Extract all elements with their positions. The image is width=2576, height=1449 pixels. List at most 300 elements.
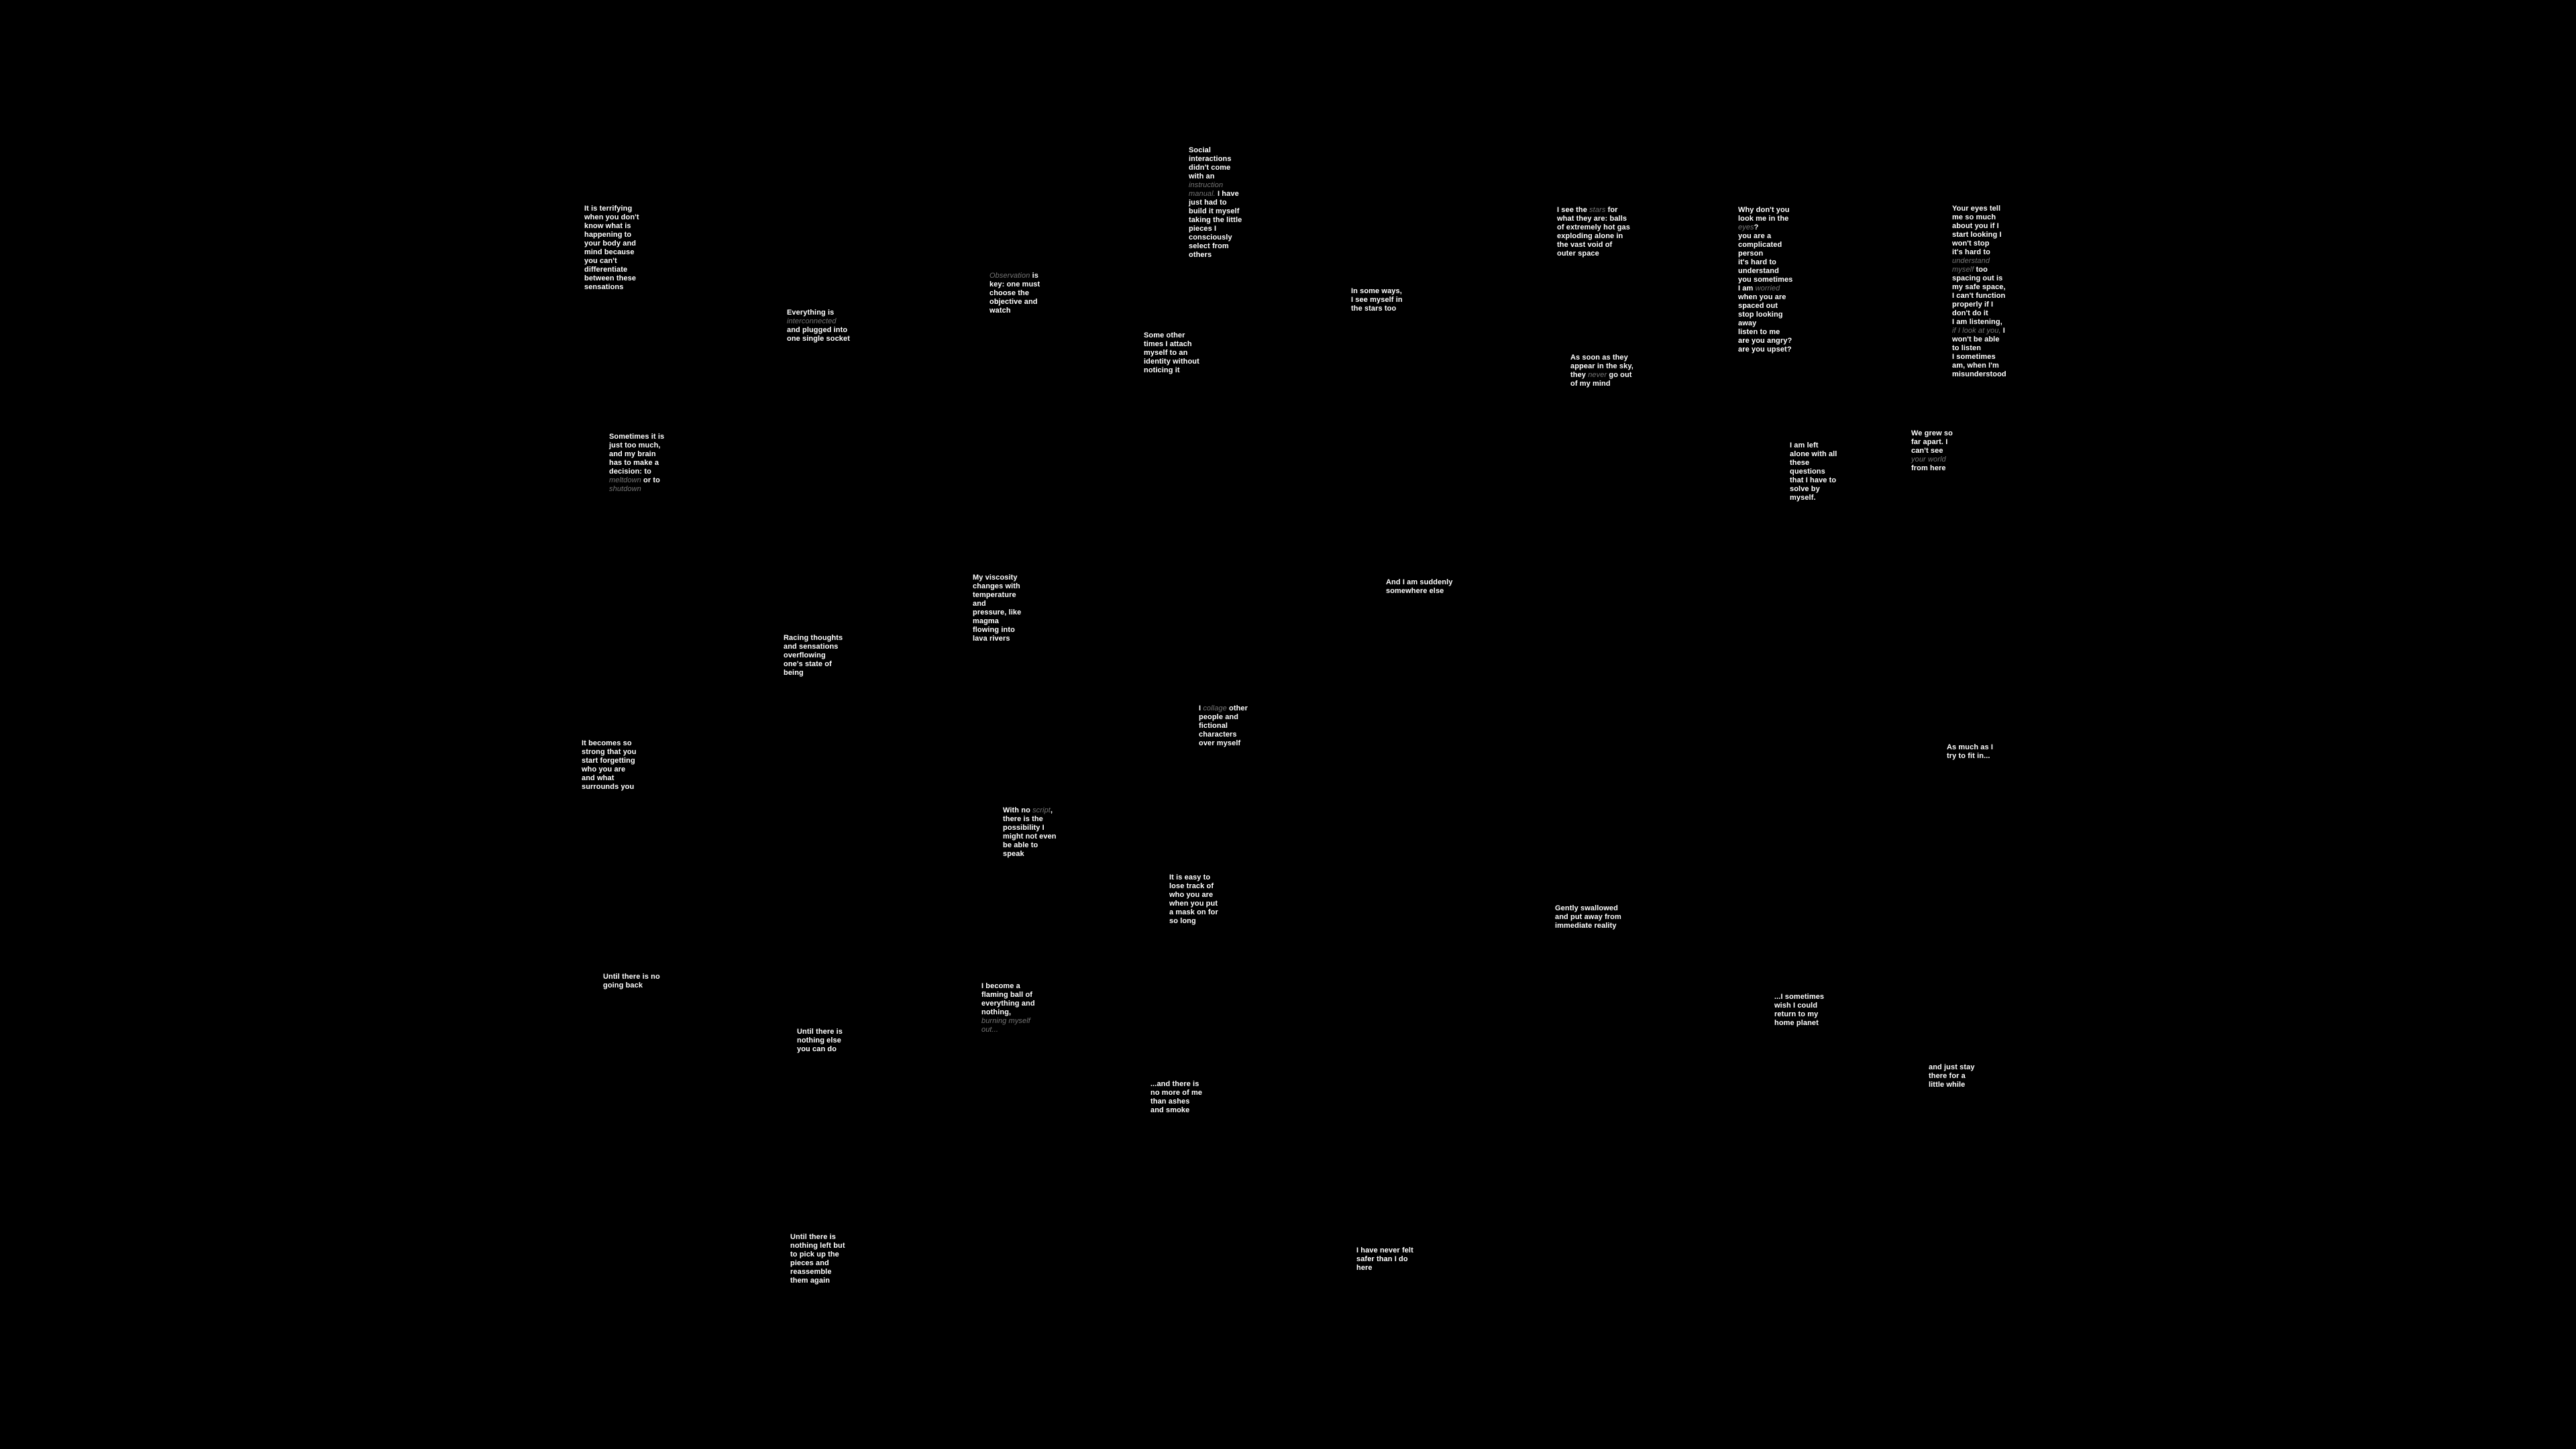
fragment-text: I am left: [1790, 441, 1819, 449]
fragment-line: [584, 222, 639, 231]
fragment-line: [584, 205, 639, 213]
text-fragment-with-no-script: [1003, 806, 1057, 859]
fragment-line: [609, 485, 664, 494]
fragment-line: [1144, 349, 1199, 358]
fragment-line: [797, 1045, 843, 1054]
dim-keyword: script: [1032, 806, 1051, 814]
fragment-text: I am: [1738, 284, 1756, 292]
fragment-text: won't stop: [1952, 239, 1990, 248]
fragment-text: select from: [1189, 242, 1229, 250]
fragment-text: from here: [1911, 464, 1946, 472]
fragment-text: Until there is no: [603, 973, 660, 981]
fragment-text: identity without: [1144, 358, 1199, 366]
fragment-line: [1169, 882, 1218, 891]
fragment-line: [1003, 806, 1057, 815]
fragment-line: [973, 591, 1021, 600]
fragment-text: strong that you: [582, 748, 637, 756]
fragment-line: [1189, 155, 1242, 164]
text-fragment-in-some-ways: [1351, 287, 1403, 313]
fragment-text: to pick up the: [790, 1250, 839, 1258]
fragment-line: [1947, 743, 1993, 752]
fragment-line: [1929, 1081, 1975, 1089]
fragment-text: know what is: [584, 222, 631, 230]
text-fragment-i-am-left-alone: [1790, 441, 1837, 502]
fragment-text: surrounds you: [582, 783, 635, 791]
fragment-text: what they are: balls: [1557, 215, 1627, 223]
fragment-line: [1351, 287, 1403, 296]
fragment-text: fictional: [1199, 722, 1228, 730]
fragment-text: pressure, like: [973, 608, 1022, 616]
fragment-line: [1738, 328, 1792, 337]
fragment-text: possibility I: [1003, 824, 1044, 832]
fragment-line: [1003, 824, 1057, 833]
fragment-line: [973, 635, 1021, 643]
fragment-text: away: [1738, 319, 1757, 327]
fragment-line: [1952, 239, 2006, 248]
fragment-line: [1356, 1246, 1413, 1255]
fragment-text: ,: [1050, 806, 1053, 814]
fragment-line: [609, 468, 664, 476]
fragment-line: [1952, 248, 2006, 257]
fragment-text: it's hard to: [1738, 258, 1776, 266]
fragment-text: far apart. I: [1911, 438, 1948, 446]
fragment-text: myself to an: [1144, 349, 1188, 357]
fragment-line: [973, 626, 1021, 635]
fragment-line: [1911, 455, 1953, 464]
fragment-line: [1929, 1063, 1975, 1072]
fragment-text: I can't function: [1952, 292, 2006, 300]
fragment-line: [582, 765, 637, 774]
fragment-line: [1952, 353, 2006, 362]
text-fragment-why-dont-you-look: [1738, 206, 1792, 354]
fragment-text: I see the: [1557, 206, 1590, 214]
fragment-line: [1199, 739, 1248, 748]
fragment-text: start forgetting: [582, 757, 635, 765]
fragment-text: and put away from: [1555, 913, 1621, 921]
fragment-line: [1738, 337, 1792, 345]
fragment-line: [1952, 283, 2006, 292]
fragment-text: taking the little: [1189, 216, 1242, 224]
fragment-line: [1557, 206, 1630, 215]
fragment-text: you can do: [797, 1045, 837, 1053]
fragment-text: I have never felt: [1356, 1246, 1413, 1254]
text-fragment-my-viscosity: [973, 574, 1021, 643]
fragment-line: [1199, 713, 1248, 722]
fragment-line: [1199, 722, 1248, 731]
fragment-line: [790, 1250, 845, 1259]
fragment-text: when you don't: [584, 213, 639, 221]
dim-keyword: never: [1588, 371, 1607, 379]
fragment-line: [790, 1242, 845, 1250]
fragment-line: [1557, 232, 1630, 241]
fragment-text: Some other: [1144, 331, 1185, 339]
fragment-text: It is easy to: [1169, 873, 1211, 881]
fragment-line: [1952, 222, 2006, 231]
fragment-line: [1952, 318, 2006, 327]
fragment-line: [1911, 464, 1953, 473]
fragment-line: [1144, 340, 1199, 349]
fragment-line: [1738, 232, 1792, 241]
fragment-text: might not even: [1003, 833, 1057, 841]
fragment-line: [1738, 284, 1792, 293]
fragment-text: no more of me: [1150, 1089, 1203, 1097]
fragment-text: I: [1199, 704, 1203, 712]
fragment-line: [981, 982, 1035, 991]
fragment-text: stop looking: [1738, 311, 1783, 319]
text-fragment-social-interactions: [1189, 146, 1242, 260]
fragment-text: ...and there is: [1150, 1080, 1199, 1088]
fragment-line: [1189, 190, 1242, 199]
text-fragment-i-become-a-flaming-ball: [981, 982, 1035, 1034]
fragment-text: being: [784, 669, 804, 677]
dim-keyword: Observation: [989, 272, 1030, 280]
fragment-text: lava rivers: [973, 635, 1010, 643]
text-fragment-until-nothing-else: [797, 1028, 843, 1054]
fragment-text: and my brain: [609, 450, 656, 458]
fragment-text: I see myself in: [1351, 296, 1403, 304]
fragment-line: [1169, 917, 1218, 926]
fragment-text: be able to: [1003, 841, 1038, 849]
fragment-text: And I am suddenly: [1386, 578, 1453, 586]
fragment-text: nothing,: [981, 1008, 1012, 1016]
fragment-text: is: [1030, 272, 1038, 280]
fragment-line: [784, 669, 843, 678]
fragment-text: or to: [641, 476, 660, 484]
fragment-line: [797, 1028, 843, 1036]
fragment-line: [989, 298, 1040, 307]
text-fragment-i-have-never-felt-safer: [1356, 1246, 1413, 1273]
fragment-line: [1189, 199, 1242, 207]
fragment-text: overflowing: [784, 651, 826, 659]
fragment-text: magma: [973, 617, 1000, 625]
fragment-line: [603, 973, 660, 981]
fragment-line: [609, 476, 664, 485]
fragment-text: In some ways,: [1351, 287, 1402, 295]
fragment-text: there for a: [1929, 1072, 1966, 1080]
dim-keyword: stars: [1589, 206, 1606, 214]
fragment-line: [1952, 274, 2006, 283]
fragment-text: between these: [584, 274, 637, 282]
fragment-line: [1790, 468, 1837, 476]
fragment-text: Your eyes tell: [1952, 205, 2001, 213]
fragment-text: to listen: [1952, 344, 1982, 352]
fragment-text: key: one must: [989, 280, 1040, 288]
text-fragment-it-is-terrifying: [584, 205, 639, 292]
fragment-text: and what: [582, 774, 614, 782]
text-fragment-i-see-the-stars: [1557, 206, 1630, 258]
fragment-text: Why don't you: [1738, 206, 1790, 214]
fragment-line: [790, 1259, 845, 1268]
fragment-line: [973, 617, 1021, 626]
fragment-line: [1952, 335, 2006, 344]
fragment-line: [1738, 258, 1792, 267]
fragment-text: about you if I: [1952, 222, 1999, 230]
fragment-text: start looking I: [1952, 231, 2002, 239]
fragment-line: [1790, 459, 1837, 468]
fragment-line: [1790, 494, 1837, 502]
fragment-text: immediate reality: [1555, 922, 1617, 930]
fragment-line: [1790, 485, 1837, 494]
fragment-text: there is the: [1003, 815, 1043, 823]
fragment-text: won't be able: [1952, 335, 2000, 343]
fragment-text: just had to: [1189, 199, 1227, 207]
fragment-line: [582, 739, 637, 748]
fragment-text: objective and: [989, 298, 1038, 306]
fragment-text: consciously: [1189, 233, 1232, 241]
fragment-line: [981, 1026, 1035, 1034]
fragment-line: [1189, 164, 1242, 172]
fragment-line: [1774, 1002, 1824, 1010]
dim-keyword: interconnected: [787, 317, 837, 325]
fragment-text: pieces I: [1189, 225, 1217, 233]
fragment-line: [1738, 206, 1792, 215]
fragment-line: [1911, 447, 1953, 455]
fragment-text: person: [1738, 250, 1764, 258]
fragment-line: [1774, 1010, 1824, 1019]
fragment-text: others: [1189, 251, 1212, 259]
fragment-text: alone with all: [1790, 450, 1837, 458]
fragment-line: [603, 981, 660, 990]
fragment-text: who you are: [582, 765, 626, 773]
fragment-line: [784, 660, 843, 669]
fragment-text: am, when I'm: [1952, 362, 1999, 370]
fragment-text: choose the: [989, 289, 1030, 297]
fragment-text: Racing thoughts: [784, 634, 843, 642]
fragment-text: home planet: [1774, 1019, 1819, 1027]
fragment-text: It is terrifying: [584, 205, 633, 213]
fragment-line: [1738, 241, 1792, 250]
fragment-text: it's hard to: [1952, 248, 1990, 256]
fragment-text: are you angry?: [1738, 337, 1792, 345]
fragment-line: [1952, 370, 2006, 379]
fragment-text: the stars too: [1351, 305, 1397, 313]
fragment-line: [1150, 1097, 1202, 1106]
fragment-text: I am listening,: [1952, 318, 2002, 326]
fragment-text: that I have to: [1790, 476, 1837, 484]
fragment-line: [1555, 913, 1621, 922]
fragment-text: It becomes so: [582, 739, 632, 747]
fragment-line: [1386, 578, 1453, 587]
dim-keyword: shutdown: [609, 485, 641, 493]
fragment-line: [1003, 841, 1057, 850]
fragment-line: [1774, 993, 1824, 1002]
fragment-line: [1150, 1106, 1202, 1115]
fragment-text: when you put: [1169, 900, 1218, 908]
fragment-line: [1790, 476, 1837, 485]
fragment-text: return to my: [1774, 1010, 1819, 1018]
fragment-text: I become a: [981, 982, 1020, 990]
text-fragment-i-collage-other: [1199, 704, 1248, 748]
fragment-line: [1952, 213, 2006, 222]
fragment-text: one's state of: [784, 660, 832, 668]
fragment-line: [1738, 223, 1792, 232]
fragment-text: reassemble: [790, 1268, 832, 1276]
fragment-line: [1738, 319, 1792, 328]
fragment-text: myself.: [1790, 494, 1816, 502]
fragment-line: [609, 459, 664, 468]
fragment-line: [1169, 908, 1218, 917]
fragment-text: can't see: [1911, 447, 1943, 455]
fragment-line: [582, 774, 637, 783]
fragment-line: [1189, 242, 1242, 251]
fragment-line: [787, 335, 850, 343]
fragment-text: are you upset?: [1738, 345, 1792, 354]
fragment-line: [1952, 301, 2006, 309]
fragment-text: my safe space,: [1952, 283, 2006, 291]
fragment-text: decision: to: [609, 468, 651, 476]
fragment-text: Until there is: [797, 1028, 843, 1036]
fragment-line: [1738, 250, 1792, 258]
fragment-text: speak: [1003, 850, 1024, 858]
fragment-text: and just stay: [1929, 1063, 1975, 1071]
text-fragment-and-i-am-suddenly: [1386, 578, 1453, 596]
fragment-text: look me in the: [1738, 215, 1789, 223]
fragment-line: [1557, 223, 1630, 232]
fragment-text: somewhere else: [1386, 587, 1444, 595]
fragment-text: you can't: [584, 257, 617, 265]
fragment-line: [1150, 1080, 1202, 1089]
fragment-text: here: [1356, 1264, 1373, 1272]
fragment-text: for: [1605, 206, 1618, 214]
fragment-text: who you are: [1169, 891, 1214, 899]
fragment-line: [1003, 815, 1057, 824]
fragment-line: [790, 1277, 845, 1285]
fragment-line: [582, 757, 637, 765]
fragment-text: they: [1570, 371, 1589, 379]
fragment-line: [1356, 1264, 1413, 1273]
fragment-line: [989, 272, 1040, 280]
fragment-text: solve by: [1790, 485, 1820, 493]
fragment-text: understand: [1738, 267, 1779, 275]
fragment-text: spacing out is: [1952, 274, 2003, 282]
fragment-text: changes with: [973, 582, 1020, 590]
dim-keyword: myself: [1952, 266, 1974, 274]
fragment-line: [1738, 345, 1792, 354]
fragment-text: didn't come: [1189, 164, 1231, 172]
dim-keyword: your world: [1911, 455, 1946, 464]
fragment-line: [582, 748, 637, 757]
dim-keyword: instruction: [1189, 181, 1224, 189]
fragment-text: nothing left but: [790, 1242, 845, 1250]
fragment-text: me so much: [1952, 213, 1996, 221]
fragment-line: [989, 307, 1040, 315]
fragment-text: so long: [1169, 917, 1196, 925]
fragment-text: I sometimes: [1952, 353, 1996, 361]
fragment-text: exploding alone in: [1557, 232, 1623, 240]
fragment-text: With no: [1003, 806, 1033, 814]
fragment-text: build it myself: [1189, 207, 1240, 215]
fragment-text: times I attach: [1144, 340, 1192, 348]
fragment-line: [584, 274, 639, 283]
fragment-line: [1738, 311, 1792, 319]
fragment-line: [1929, 1072, 1975, 1081]
text-fragment-until-no-going-back: [603, 973, 660, 990]
fragment-line: [784, 643, 843, 651]
fragment-text: just too much,: [609, 441, 661, 449]
fragment-text: Everything is: [787, 309, 835, 317]
fragment-line: [1169, 891, 1218, 900]
text-fragment-your-eyes-tell: [1952, 205, 2006, 379]
fragment-line: [1570, 380, 1633, 388]
dim-keyword: understand: [1952, 257, 1990, 265]
fragment-line: [1555, 922, 1621, 930]
dim-keyword: eyes: [1738, 223, 1754, 231]
fragment-line: [1952, 205, 2006, 213]
fragment-line: [1189, 233, 1242, 242]
fragment-text: you are a: [1738, 232, 1772, 240]
fragment-line: [973, 582, 1021, 591]
fragment-text: We grew so: [1911, 429, 1953, 437]
fragment-line: [1952, 344, 2006, 353]
fragment-text: flowing into: [973, 626, 1015, 634]
fragment-line: [1169, 900, 1218, 908]
fragment-text: As much as I: [1947, 743, 1994, 751]
fragment-text: and: [973, 600, 986, 608]
fragment-line: [1790, 441, 1837, 450]
fragment-line: [584, 266, 639, 274]
text-fragment-as-soon-as-they: [1570, 354, 1633, 388]
fragment-line: [1952, 292, 2006, 301]
fragment-line: [1144, 358, 1199, 366]
fragment-line: [1189, 207, 1242, 216]
fragment-text: you sometimes: [1738, 276, 1793, 284]
text-fragment-racing-thoughts: [784, 634, 843, 678]
fragment-line: [981, 1008, 1035, 1017]
fragment-line: [981, 1017, 1035, 1026]
fragment-line: [1557, 215, 1630, 223]
fragment-line: [790, 1233, 845, 1242]
fragment-text: the vast void of: [1557, 241, 1613, 249]
fragment-line: [1570, 371, 1633, 380]
fragment-line: [609, 450, 664, 459]
fragment-text: lose track of: [1169, 882, 1214, 890]
fragment-text: over myself: [1199, 739, 1241, 747]
fragment-line: [1570, 354, 1633, 362]
fragment-line: [1386, 587, 1453, 596]
fragment-text: mind because: [584, 248, 635, 256]
fragment-line: [1952, 231, 2006, 239]
fragment-line: [1169, 873, 1218, 882]
fragment-text: Sometimes it is: [609, 433, 665, 441]
fragment-line: [1351, 305, 1403, 313]
fragment-text: nothing else: [797, 1036, 841, 1044]
fragment-line: [1003, 833, 1057, 841]
text-fragment-observation-is-key: [989, 272, 1040, 315]
fragment-text: of my mind: [1570, 380, 1611, 388]
fragment-line: [609, 433, 664, 441]
fragment-line: [1790, 450, 1837, 459]
fragment-line: [1356, 1255, 1413, 1264]
fragment-text: everything and: [981, 1000, 1035, 1008]
fragment-line: [1952, 309, 2006, 318]
fragment-line: [584, 239, 639, 248]
text-fragment-i-sometimes-wish: [1774, 993, 1824, 1028]
fragment-line: [981, 1000, 1035, 1008]
fragment-text: ...I sometimes: [1774, 993, 1825, 1001]
fragment-line: [1911, 438, 1953, 447]
text-fragment-everything-is-interconnected: [787, 309, 850, 343]
fragment-line: [973, 608, 1021, 617]
fragment-text: of extremely hot gas: [1557, 223, 1630, 231]
fragment-text: Gently swallowed: [1555, 904, 1618, 912]
fragment-line: [797, 1036, 843, 1045]
fragment-line: [584, 257, 639, 266]
dim-keyword: meltdown: [609, 476, 641, 484]
text-fragment-it-becomes-so-strong: [582, 739, 637, 792]
fragment-text: your body and: [584, 239, 637, 248]
fragment-text: watch: [989, 307, 1011, 315]
fragment-line: [1557, 250, 1630, 258]
